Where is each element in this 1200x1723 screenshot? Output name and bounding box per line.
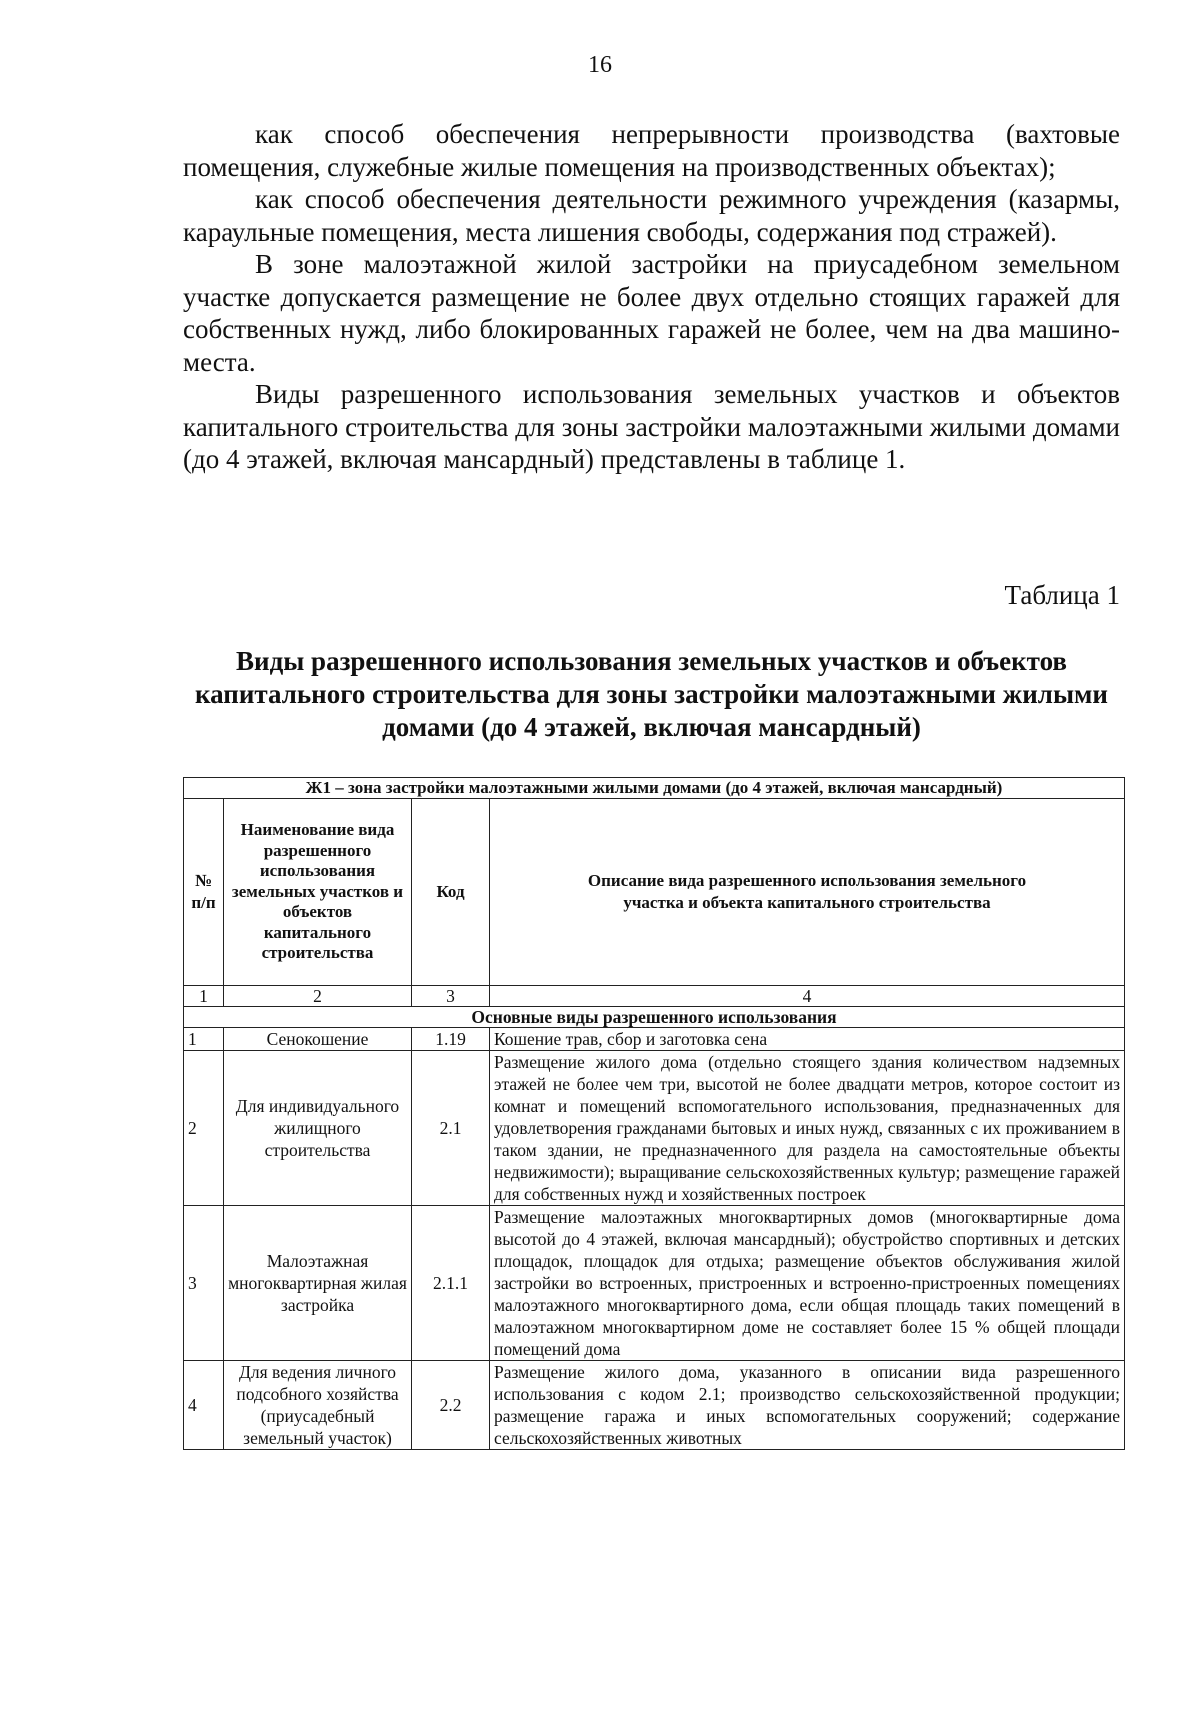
table-title: Виды разрешенного использования земельных участков и объектов капитального строительства для зоны застройки малоэтажными жилыми домами (до 4 этажей, включая мансардный) — [195, 646, 1108, 742]
row-description: Размещение жилого дома, указанного в описании вида разрешенного использования с кодом 2.1; производство сельскохозяйственной продукции; размещение гаража и иных вспомогательных сооружений; содержание сельскохозяйственных животных — [490, 1361, 1125, 1450]
table-row — [184, 1051, 1125, 1206]
table-caption: Таблица 1 — [1004, 580, 1120, 610]
row-code: 1.19 — [412, 1028, 490, 1051]
row-number: 4 — [184, 1361, 224, 1450]
row-number: 3 — [184, 1206, 224, 1361]
column-number: 2 — [224, 986, 412, 1007]
row-name: Малоэтажная многоквартирная жилая застройка — [224, 1206, 412, 1361]
row-name: Сенокошение — [224, 1028, 412, 1051]
section-title: Основные виды разрешенного использования — [184, 1007, 1125, 1028]
zone-table — [183, 777, 1125, 1450]
row-description: Размещение жилого дома (отдельно стоящего здания количеством надземных этажей не более чем три, высотой не более двадцати метров, которое состоит из комнат и помещений вспомогательного использования, предназначенных для удовлетворения гражданами бытовых и иных нужд, связанных с их проживанием в таком здании, не предназначенного для раздела на самостоятельные объекты недвижимости); выращивание сельскохозяйственных культур; размещение гаражей для собственных нужд и хозяйственных построек — [490, 1051, 1125, 1206]
zone-header-row — [184, 778, 1125, 799]
column-number: 1 — [184, 986, 224, 1007]
row-description: Кошение трав, сбор и заготовка сена — [490, 1028, 1125, 1051]
zone-header: Ж1 – зона застройки малоэтажными жилыми домами (до 4 этажей, включая мансардный) — [184, 778, 1125, 799]
column-number-row — [184, 986, 1125, 1007]
table-row — [184, 1028, 1125, 1051]
column-number: 3 — [412, 986, 490, 1007]
row-name: Для ведения личного подсобного хозяйства (приусадебный земельный участок) — [224, 1361, 412, 1450]
paragraph: Виды разрешенного использования земельных участков и объектов капитального строительства для зоны застройки малоэтажными жилыми домами (до 4 этажей, включая мансардный) представлены в таблице 1. — [183, 379, 1120, 474]
table-row — [184, 1206, 1125, 1361]
column-header-name: Наименование вида разрешенного использования земельных участков и объектов капитального строительства — [224, 799, 412, 986]
paragraph: В зоне малоэтажной жилой застройки на приусадебном земельном участке допускается размещение не более двух отдельно стоящих гаражей для собственных нужд, либо блокированных гаражей не более, чем на два машино-места. — [183, 249, 1120, 377]
row-code: 2.1.1 — [412, 1206, 490, 1361]
row-code: 2.2 — [412, 1361, 490, 1450]
paragraph: как способ обеспечения деятельности режимного учреждения (казармы, караульные помещения, места лишения свободы, содержания под стражей). — [183, 184, 1120, 247]
paragraph: как способ обеспечения непрерывности производства (вахтовые помещения, служебные жилые помещения на производственных объектах); — [183, 119, 1120, 182]
row-number: 1 — [184, 1028, 224, 1051]
column-header-description: Описание вида разрешенного использования земельного участка и объекта капитального строительства — [490, 799, 1125, 986]
column-number: 4 — [490, 986, 1125, 1007]
section-row — [184, 1007, 1125, 1028]
column-header-row — [184, 799, 1125, 986]
page-number: 16 — [588, 52, 612, 78]
table-row — [184, 1361, 1125, 1450]
row-code: 2.1 — [412, 1051, 490, 1206]
column-header-number: № п/п — [184, 799, 224, 986]
body-text — [183, 118, 1120, 476]
row-number: 2 — [184, 1051, 224, 1206]
column-header-code: Код — [412, 799, 490, 986]
row-description: Размещение малоэтажных многоквартирных домов (многоквартирные дома высотой до 4 этажей, включая мансардный); обустройство спортивных и детских площадок, площадок для отдыха; размещение объектов обслуживания жилой застройки во встроенных, пристроенных и встроенно-пристроенных помещениях малоэтажного многоквартирного дома, если общая площадь таких помещений в малоэтажном многоквартирном доме не составляет более 15 % общей площади помещений дома — [490, 1206, 1125, 1361]
row-name: Для индивидуального жилищного строительства — [224, 1051, 412, 1206]
